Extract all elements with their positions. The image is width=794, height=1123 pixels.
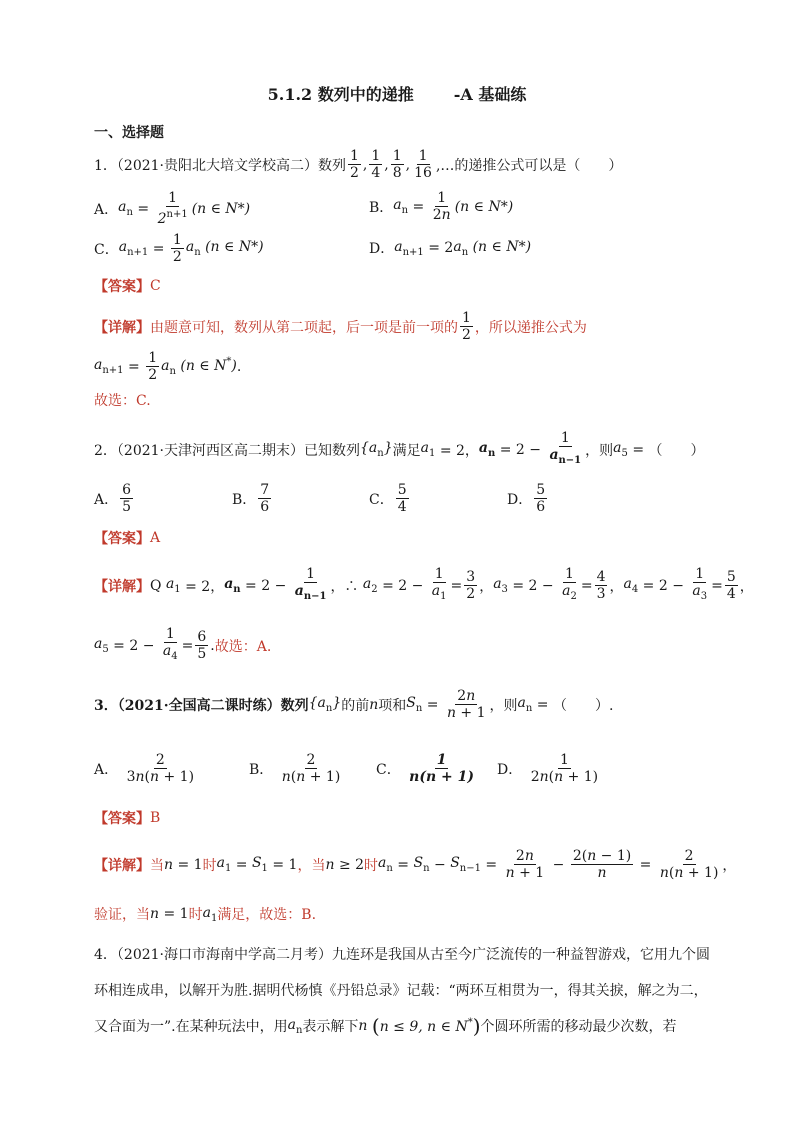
- q2-answer: 【答案】 A: [94, 530, 161, 547]
- title-suffix: -A 基础练: [453, 85, 527, 104]
- q3-option-d: D． $\frac{1}{2n(n + 1)}$: [497, 752, 599, 785]
- q4-line2: 环相连成串，以解开为胜.据明代杨慎《丹铅总录》记载：“两环互相贯为一，得其关捩，解之为二，: [94, 983, 708, 999]
- q3-option-c: C． $\frac{1}{n(n + 1)}$: [376, 752, 474, 785]
- q3-verify: 验证，当 n = 1 时 $a_1$ 满足，故选：B.: [94, 904, 317, 924]
- q3-option-b: B． $\frac{2}{n(n + 1)}$: [249, 752, 341, 785]
- q2-detail-cont: $a_5$ = 2 − $\frac{1}{a_4}$ = $\frac{6}{5}$ . 故选：A.: [94, 626, 272, 662]
- q1-stem-text: 1．（2021·贵阳北大培文学校高二）数列: [94, 157, 346, 174]
- q2-stem: 2．（2021·天津河西区高二期末）已知数列 $\{a_n\}$ 满足 $a_1$ = 2， $a_n$ = 2 − $\frac{1}{a_{n-1}}$ ，则 $a_5$ = （ ）: [94, 430, 705, 466]
- q2-option-a: A． $\frac{6}{5}$: [94, 482, 132, 515]
- q2-detail: 【详解】 Q $a_1$ = 2， $a_n$ = 2 − $\frac{1}{a_{n-1}}$ ，∴ $a_2$ = 2 − $\frac{1}{a_1}$ = $\frac{3}{2}$ ， $a_3$ = 2 − $\frac{1}{a_2}$ = $\frac{4}{3}$ ， $a_4$ = 2 − $\frac{1}{a_3}$ = $\frac{5}{4}$ ，: [94, 566, 754, 602]
- q2-option-b: B． $\frac{7}{6}$: [232, 482, 270, 515]
- page-title: [0, 82, 794, 105]
- q3-stem: 3．（2021·全国高二课时练）数列 $\{a_n\}$ 的前 n 项和 $S_n$ = $\frac{2n}{n + 1}$ ，则 $a_n$ = （ ）.: [94, 688, 614, 721]
- q2-option-c: C． $\frac{5}{4}$: [369, 482, 407, 515]
- q1-stem: 1．（2021·贵阳北大培文学校高二）数列 $\frac{1}{2}$ , $\frac{1}{4}$ , $\frac{1}{8}$ , $\frac{1}{16}$ ,…的递推公式可以是（ ）: [94, 148, 623, 181]
- q1-detail: 【详解】 由题意可知，数列从第二项起，后一项是前一项的 $\frac{1}{2}$ ，所以递推公式为: [94, 310, 587, 343]
- q3-answer: 【答案】 B: [94, 810, 161, 827]
- q1-option-d: D． $a_{n+1}$ = 2 $a_n$ (n ∈ N*): [369, 238, 532, 258]
- q1-answer: 【答案】 C: [94, 278, 161, 295]
- q1-option-a: A． $a_n$ = $\frac{1}{2^{n+1}}$ (n ∈ N*): [94, 190, 251, 227]
- q3-option-a: A． $\frac{2}{3n(n + 1)}$: [94, 752, 195, 785]
- q4-line3: 又合面为一”.在某种玩法中，用 $a_n$ 表示解下 n ( n ≤ 9, n ∈ N* ) 个圆环所需的移动最少次数，若: [94, 1014, 677, 1038]
- q1-option-b: B． $a_n$ = $\frac{1}{2n}$ (n ∈ N*): [369, 190, 514, 223]
- q4-line1: 4．（2021·海口市海南中学高二月考）九连环是我国从古至今广泛流传的一种益智游戏，它用九个圆: [94, 947, 710, 963]
- q1-conclusion: 故选：C.: [94, 393, 151, 409]
- section-heading: 一、选择题: [94, 125, 164, 141]
- q1-detail-formula: $a_{n+1}$ = $\frac{1}{2}$ $a_n$ (n ∈ N*) .: [94, 350, 242, 383]
- title-main: 5.1.2 数列中的递推: [267, 85, 414, 104]
- q3-detail: 【详解】 当 n = 1 时 $a_1$ = $S_1$ = 1 ，当 n ≥ 2 时 $a_n$ = $S_n$ − $S_{n-1}$ = $\frac{2n}{n + 1}$ − $\frac{2(n - 1)}{n}$ = $\frac{2}{n(n + 1)}$ ，: [94, 848, 737, 881]
- q2-option-d: D． $\frac{5}{6}$: [507, 482, 546, 515]
- q1-option-c: C． $a_{n+1}$ = $\frac{1}{2}$ $a_n$ (n ∈ N*): [94, 232, 264, 265]
- q1-stem-tail: ,…的递推公式可以是（ ）: [435, 157, 623, 174]
